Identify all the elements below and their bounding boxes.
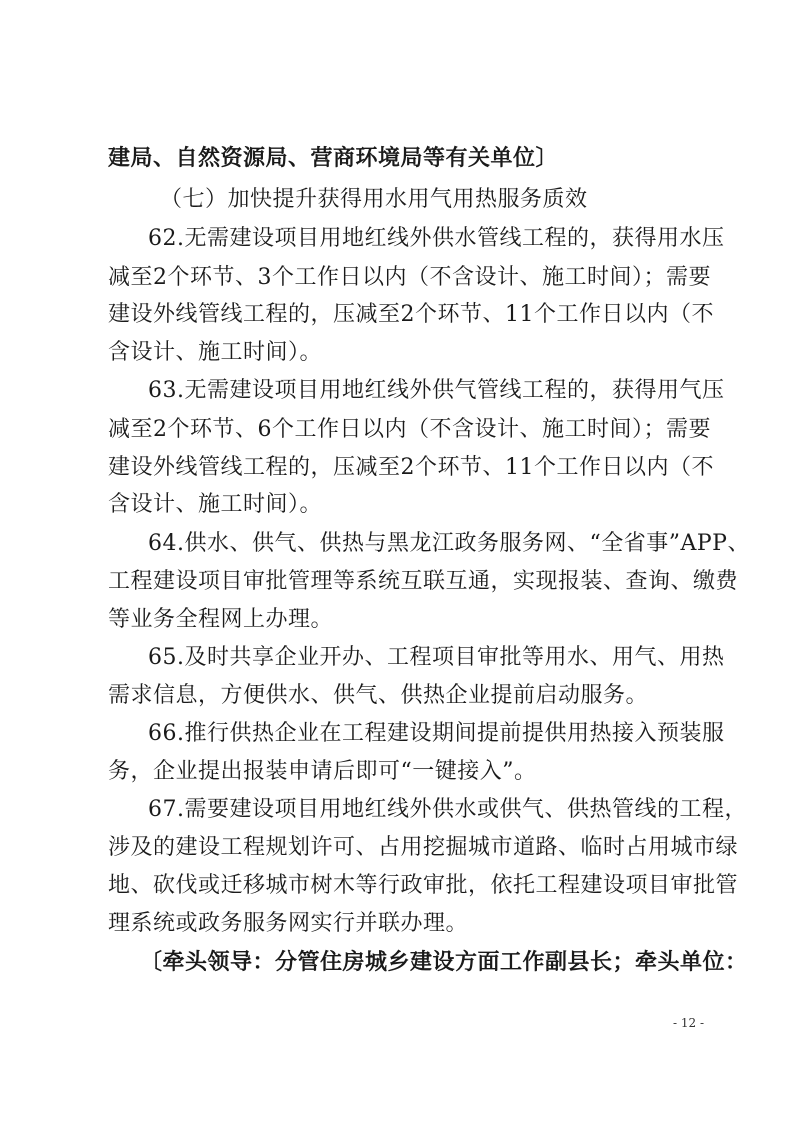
- text-line: 需求信息，方便供水、供气、供热企业提前启动服务。: [108, 683, 649, 708]
- text-line: 理系统或政务服务网实行并联办理。: [108, 911, 469, 936]
- page-number: - 12 -: [672, 1016, 704, 1030]
- text-line: 66.推行供热企业在工程建设期间提前提供用热接入预装服: [148, 721, 725, 746]
- text-line: 63.无需建设项目用地红线外供气管线工程的，获得用气压: [148, 378, 725, 403]
- text-line: 建设外线管线工程的，压减至2个环节、11个工作日以内（不: [108, 455, 714, 480]
- text-line: 工程建设项目审批管理等系统互联互通，实现报装、查询、缴费: [108, 569, 739, 594]
- text-line: 62.无需建设项目用地红线外供水管线工程的，获得用水压: [148, 226, 725, 251]
- text-line: 〔牵头领导：分管住房城乡建设方面工作副县长；牵头单位：: [140, 950, 748, 975]
- text-line: 64.供水、供气、供热与黑龙江政务服务网、“全省事”APP、: [148, 531, 750, 556]
- text-line: 建设外线管线工程的，压减至2个环节、11个工作日以内（不: [108, 302, 714, 327]
- text-line: 地、砍伐或迁移城市树木等行政审批，依托工程建设项目审批管: [108, 873, 739, 898]
- section-heading: （七）加快提升获得用水用气用热服务质效: [160, 187, 588, 212]
- text-line: 含设计、施工时间）。: [108, 492, 323, 517]
- text-line: 65.及时共享企业开办、工程项目审批等用水、用气、用热: [148, 645, 725, 670]
- text-line: 建局、自然资源局、营商环境局等有关单位〕: [108, 146, 559, 171]
- text-line: 67.需要建设项目用地红线外供水或供气、供热管线的工程，: [148, 797, 747, 822]
- text-line: 等业务全程网上办理。: [108, 607, 334, 632]
- text-line: 务，企业提出报装申请后即可“一键接入”。: [108, 759, 537, 784]
- text-line: 涉及的建设工程规划许可、占用挖掘城市道路、临时占用城市绿: [108, 835, 739, 860]
- text-line: 含设计、施工时间）。: [108, 340, 323, 365]
- text-line: 减至2个环节、6个工作日以内（不含设计、施工时间）；需要: [108, 417, 711, 442]
- text-line: 减至2个环节、3个工作日以内（不含设计、施工时间）；需要: [108, 265, 711, 290]
